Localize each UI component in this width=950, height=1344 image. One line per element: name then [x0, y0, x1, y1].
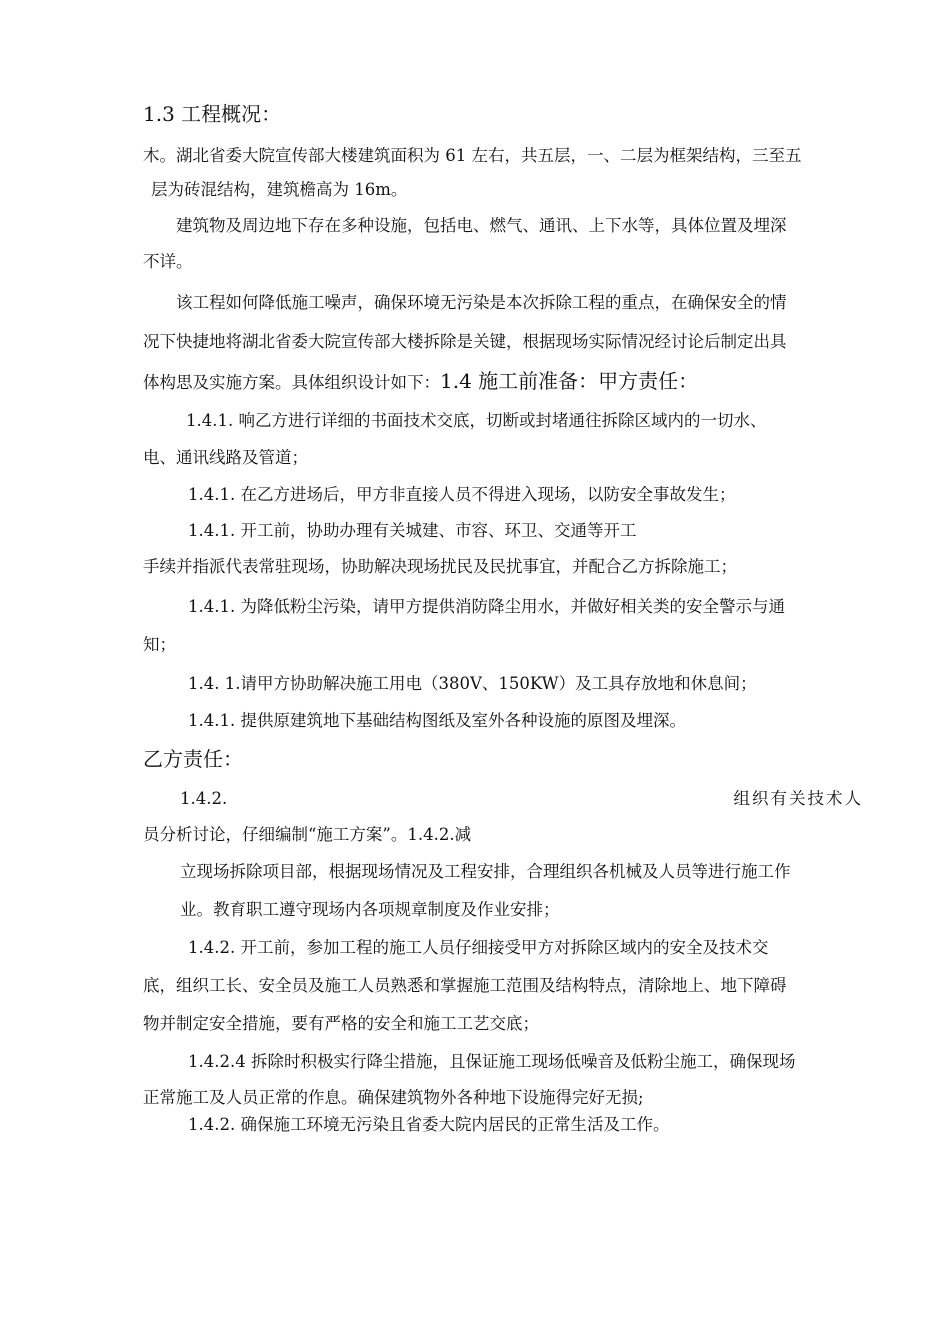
list-item: 立现场拆除项目部，根据现场情况及工程安排，合理组织各机械及人员等进行施工作	[180, 862, 791, 881]
paragraph-line: 层为砖混结构，建筑檐高为 16m。	[151, 180, 408, 199]
paragraph-text: 体构思及实施方案。具体组织设计如下：	[143, 373, 440, 392]
section-heading-1-4: 1.4 施工前准备：甲方责任：	[440, 369, 699, 393]
list-item: 1.4.1. 开工前，协助办理有关城建、市容、环卫、交通等开工	[188, 521, 637, 540]
list-item-continuation: 员分析讨论，仔细编制“施工方案”。1.4.2.减	[143, 825, 472, 844]
paragraph-line: 木。湖北省委大院宣传部大楼建筑面积为 61 左右，共五层，一、二层为框架结构，三至五	[143, 146, 802, 165]
paragraph-line: 该工程如何降低施工噪声，确保环境无污染是本次拆除工程的重点，在确保安全的情	[176, 293, 787, 312]
list-number: 1.4.2.	[180, 789, 228, 808]
list-item-continuation: 业。教育职工遵守现场内各项规章制度及作业安排；	[180, 900, 560, 919]
list-item: 1.4.2. 开工前，参加工程的施工人员仔细接受甲方对拆除区域内的安全及技术交	[188, 938, 769, 957]
list-item	[180, 788, 863, 810]
paragraph-line: 建筑物及周边地下存在多种设施，包括电、燃气、通讯、上下水等，具体位置及埋深	[176, 216, 787, 235]
paragraph-line	[143, 370, 698, 394]
list-item: 1.4.2.4 拆除时积极实行降尘措施，且保证施工现场低噪音及低粉尘施工，确保现场	[188, 1052, 796, 1071]
section-heading-1-3: 1.3 工程概况：	[143, 102, 282, 126]
list-item-continuation: 手续并指派代表常驻现场，协助解决现场扰民及民扰事宜，并配合乙方拆除施工；	[143, 557, 737, 576]
list-item-continuation: 正常施工及人员正常的作息。确保建筑物外各种地下设施得完好无损;	[143, 1088, 644, 1107]
section-heading-party-b: 乙方责任：	[143, 747, 243, 771]
list-item-continuation: 电、通讯线路及管道；	[143, 448, 308, 467]
list-text: 组织有关技术人	[733, 789, 863, 808]
paragraph-line: 不详。	[143, 252, 193, 271]
list-item-continuation: 知；	[143, 635, 176, 654]
list-item: 1.4.1. 提供原建筑地下基础结构图纸及室外各种设施的原图及埋深。	[188, 711, 686, 730]
list-item: 1.4.2. 确保施工环境无污染且省委大院内居民的正常生活及工作。	[188, 1115, 670, 1134]
list-item: 1.4. 1.请甲方协助解决施工用电（380V、150KW）及工具存放地和休息间；	[188, 674, 757, 693]
list-item: 1.4.1. 在乙方进场后，甲方非直接人员不得进入现场，以防安全事故发生；	[188, 485, 736, 504]
paragraph-line: 况下快捷地将湖北省委大院宣传部大楼拆除是关键，根据现场实际情况经讨论后制定出具	[143, 332, 787, 351]
list-item: 1.4.1. 响乙方进行详细的书面技术交底，切断或封堵通往拆除区域内的一切水、	[186, 411, 767, 430]
list-item-continuation: 物并制定安全措施，要有严格的安全和施工工艺交底；	[143, 1014, 539, 1033]
list-item-continuation: 底，组织工长、安全员及施工人员熟悉和掌握施工范围及结构特点，清除地上、地下障碍	[143, 976, 787, 995]
list-item: 1.4.1. 为降低粉尘污染，请甲方提供消防降尘用水，并做好相关类的安全警示与通	[188, 597, 785, 616]
